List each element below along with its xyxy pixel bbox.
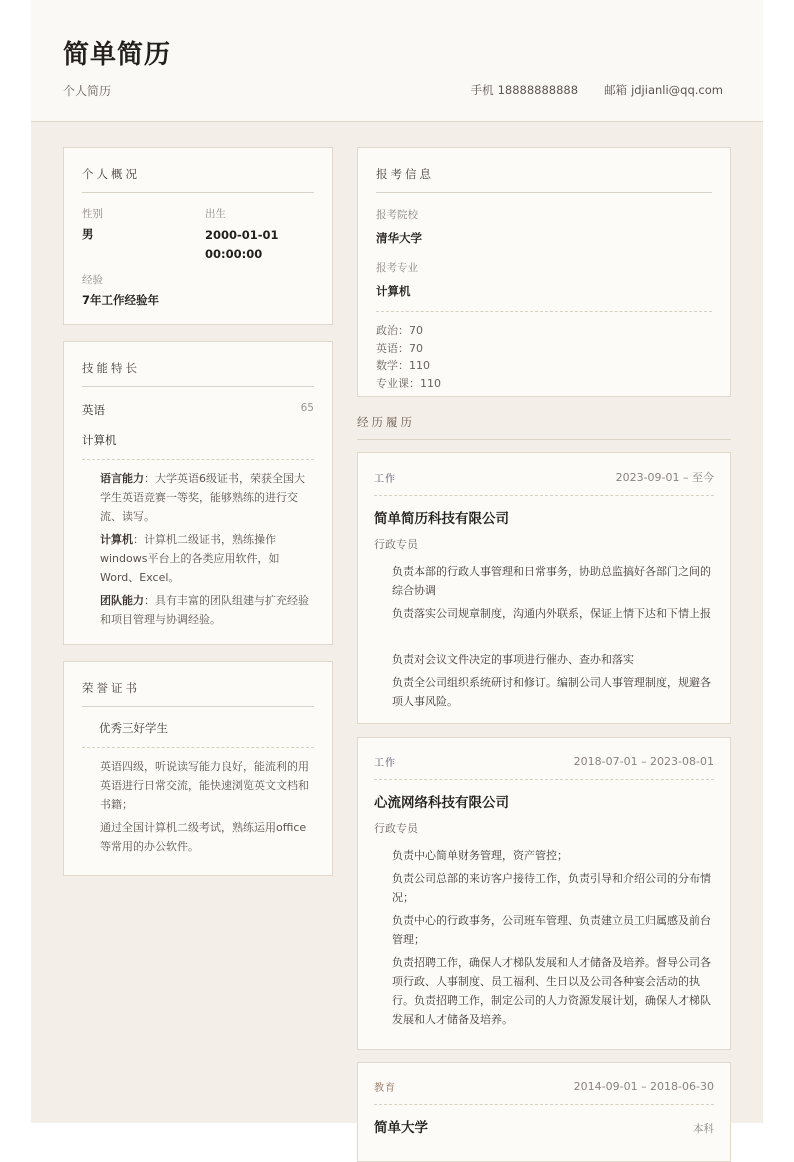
gender-label: 性别	[82, 208, 103, 220]
entry-tag: 工作	[374, 473, 396, 485]
entry-tag: 工作	[374, 758, 396, 769]
email-value[interactable]: jdjianli@qq.com	[631, 83, 723, 97]
entry-role: 行政专员	[374, 822, 418, 835]
duty-item: 负责中心简单财务管理，资产管控；	[392, 849, 568, 862]
experience-entry-header	[374, 754, 714, 780]
honors-title: 荣誉证书	[82, 680, 314, 707]
entry-date: 2018-07-01 – 2023-08-01	[573, 755, 714, 768]
email-label: 邮箱	[604, 83, 628, 97]
exam-title: 报考信息	[376, 166, 712, 193]
birth-label: 出生	[205, 208, 226, 220]
score-major: 专业课：110	[376, 376, 441, 390]
profile-card	[63, 147, 333, 325]
entry-tag: 教育	[374, 1083, 396, 1094]
education-school-row	[374, 1116, 714, 1136]
entry-duties	[374, 846, 714, 1029]
resume-header	[31, 0, 763, 122]
skill-name: 计算机	[82, 433, 117, 447]
skill-name: 英语	[82, 403, 105, 417]
duty-item: 负责落实公司规章制度，沟通内外联系，保证上情下达和下情上报	[392, 607, 711, 620]
honor-detail: 通过全国计算机二级考试，熟练运用office等常用的办公软件。	[100, 821, 307, 853]
honors-details	[82, 747, 314, 856]
score-math: 数学：110	[376, 359, 430, 372]
skills-title: 技能特长	[82, 360, 314, 387]
exam-card	[357, 147, 731, 397]
experience-entry-header	[374, 469, 714, 496]
duty-item: 负责公司总部的来访客户接待工作，负责引导和介绍公司的分布情况；	[392, 872, 711, 904]
duty-item: 负责中心的行政事务，公司班车管理、负责建立员工归属感及前台管理；	[392, 914, 711, 946]
score-english: 英语：70	[376, 341, 423, 355]
entry-duties	[374, 562, 714, 711]
resume-subtitle: 个人简历	[63, 84, 112, 98]
profile-title: 个人概况	[82, 166, 314, 193]
resume-page	[31, 0, 763, 1136]
school-value: 清华大学	[376, 231, 422, 245]
honor-award: 优秀三好学生	[99, 721, 168, 735]
experience-entry	[357, 452, 731, 724]
duty-item: 负责对会议文件决定的事项进行催办、查办和落实	[392, 653, 634, 666]
experience-label: 经验	[82, 274, 103, 286]
duty-item: 负责本部的行政人事管理和日常事务，协助总监搞好各部门之间的综合协调	[392, 565, 711, 597]
skill-score: 65	[300, 402, 314, 414]
skill-detail: 语言能力：大学英语6级证书，荣获全国大学生英语竞赛一等奖，能够熟练的进行交流、读写。	[100, 472, 305, 523]
phone-label: 手机	[470, 83, 494, 97]
phone-info	[471, 82, 578, 98]
skills-card	[63, 341, 333, 645]
entry-date: 2023-09-01 – 至今	[615, 471, 714, 484]
skill-detail: 计算机：计算机二级证书，熟练操作windows平台上的各类应用软件，如Word、Excel。	[100, 533, 280, 584]
skill-item	[82, 432, 314, 459]
duty-item: 负责招聘工作，确保人才梯队发展和人才储备及培养。督导公司各项行政、人事制度、员工福利、生日以及公司各种宴会活动的执行。负责招聘工作，制定公司的人力资源发展计划，确保人才梯队发展和人才储备及培养。	[392, 956, 711, 1026]
education-school: 简单大学	[374, 1120, 428, 1136]
phone-value: 18888888888	[497, 83, 579, 97]
birth-value	[205, 226, 279, 264]
contact-info	[471, 82, 723, 98]
birth-time: 00:00:00	[205, 247, 263, 261]
education-entry-header	[374, 1079, 714, 1105]
experience-value: 7年工作经验年	[82, 293, 160, 307]
skill-item	[82, 402, 314, 418]
entry-company: 心流网络科技有限公司	[374, 795, 509, 811]
score-politics: 政治：70	[376, 324, 423, 337]
honors-card	[63, 661, 333, 876]
exam-scores	[376, 311, 712, 392]
birth-date: 2000-01-01	[205, 228, 279, 242]
duty-item	[392, 627, 714, 646]
major-label: 报考专业	[376, 262, 418, 274]
honor-detail: 英语四级，听说读写能力良好，能流利的用英语进行日常交流，能快速浏览英文文档和书籍；	[100, 760, 309, 811]
skill-detail: 团队能力：具有丰富的团队组建与扩充经验和项目管理与协调经验。	[100, 594, 309, 626]
gender-value: 男	[82, 227, 94, 241]
email-info	[604, 82, 723, 98]
entry-company: 简单简历科技有限公司	[374, 511, 509, 527]
education-degree: 本科	[693, 1123, 714, 1135]
resume-title: 简单简历	[63, 40, 172, 70]
experience-section-title: 经历履历	[357, 414, 731, 440]
duty-item: 负责全公司组织系统研讨和修订。编制公司人事管理制度，规避各项人事风险。	[392, 676, 711, 708]
major-value: 计算机	[376, 284, 411, 298]
education-entry	[357, 1062, 731, 1162]
experience-entry	[357, 737, 731, 1050]
entry-role: 行政专员	[374, 538, 418, 551]
school-label: 报考院校	[376, 209, 418, 221]
skills-details	[82, 459, 314, 629]
entry-date: 2014-09-01 – 2018-06-30	[573, 1080, 714, 1093]
